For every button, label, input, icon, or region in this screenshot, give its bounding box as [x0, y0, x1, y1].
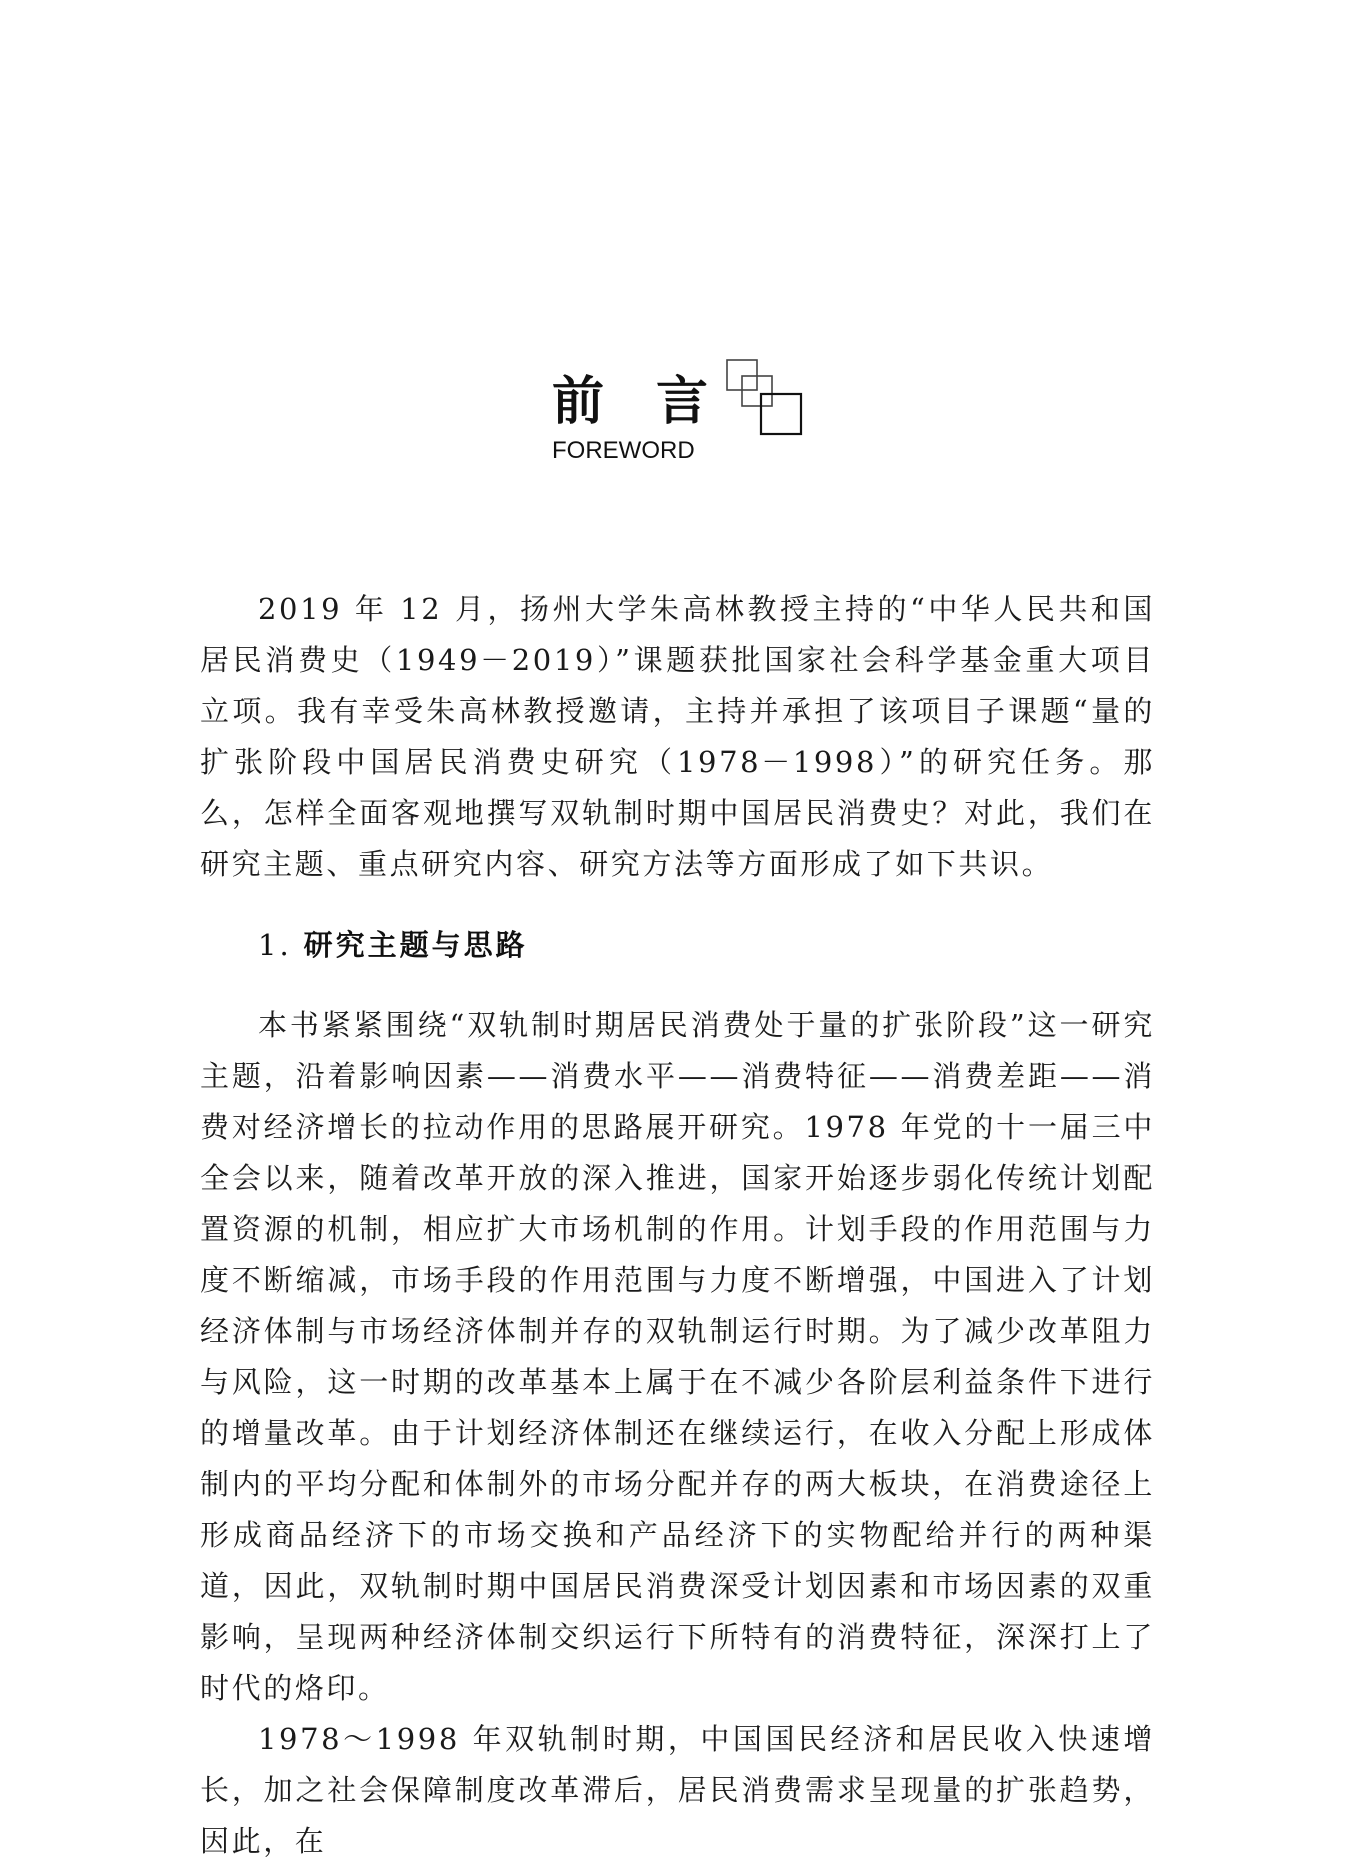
body-paragraph: 本书紧紧围绕“双轨制时期居民消费处于量的扩张阶段”这一研究主题，沿着影响因素——消费水平——消费特征——消费差距——消费对经济增长的拉动作用的思路展开研究。1978 年党的十一届三中全会以来，随着改革开放的深入推进，国家开始逐步弱化传统计划配置资源的机制，相应扩大市场机制的作用。计划手段的作用范围与力度不断缩减，市场手段的作用范围与力度不断增强，中国进入了计划经济体制与市场经济体制并存的双轨制运行时期。为了减少改革阻力与风险，这一时期的改革基本上属于在不减少各阶层利益条件下进行的增量改革。由于计划经济体制还在继续运行，在收入分配上形成体制内的平均分配和体制外的市场分配并存的两大板块，在消费途径上形成商品经济下的市场交换和产品经济下的实物配给并行的两种渠道，因此，双轨制时期中国居民消费深受计划因素和市场因素的双重影响，呈现两种经济体制交织运行下所特有的消费特征，深深打上了时代的烙印。 — [200, 1008, 1155, 1705]
intro-paragraph: 2019 年 12 月，扬州大学朱高林教授主持的“中华人民共和国居民消费史（1949－2019）”课题获批国家社会科学基金重大项目立项。我有幸受朱高林教授邀请，主持并承担了该项目子课题“量的扩张阶段中国居民消费史研究（1978－1998）”的研究任务。那么，怎样全面客观地撰写双轨制时期中国居民消费史？对此，我们在研究主题、重点研究内容、研究方法等方面形成了如下共识。 — [200, 592, 1155, 881]
page-title: 前言 — [552, 372, 761, 432]
section-title: 研究主题与思路 — [303, 928, 528, 962]
body-paragraph: 1978～1998 年双轨制时期，中国国民经济和居民收入快速增长，加之社会保障制度改革滞后，居民消费需求呈现量的扩张趋势，因此，在 — [200, 1722, 1155, 1858]
section-heading — [200, 920, 1155, 971]
foreword-heading — [0, 0, 1346, 480]
decorative-squares-icon — [725, 358, 803, 442]
page-subtitle: FOREWORD — [552, 437, 695, 464]
foreword-body — [200, 584, 1155, 1867]
section-number: 1. — [258, 928, 292, 962]
